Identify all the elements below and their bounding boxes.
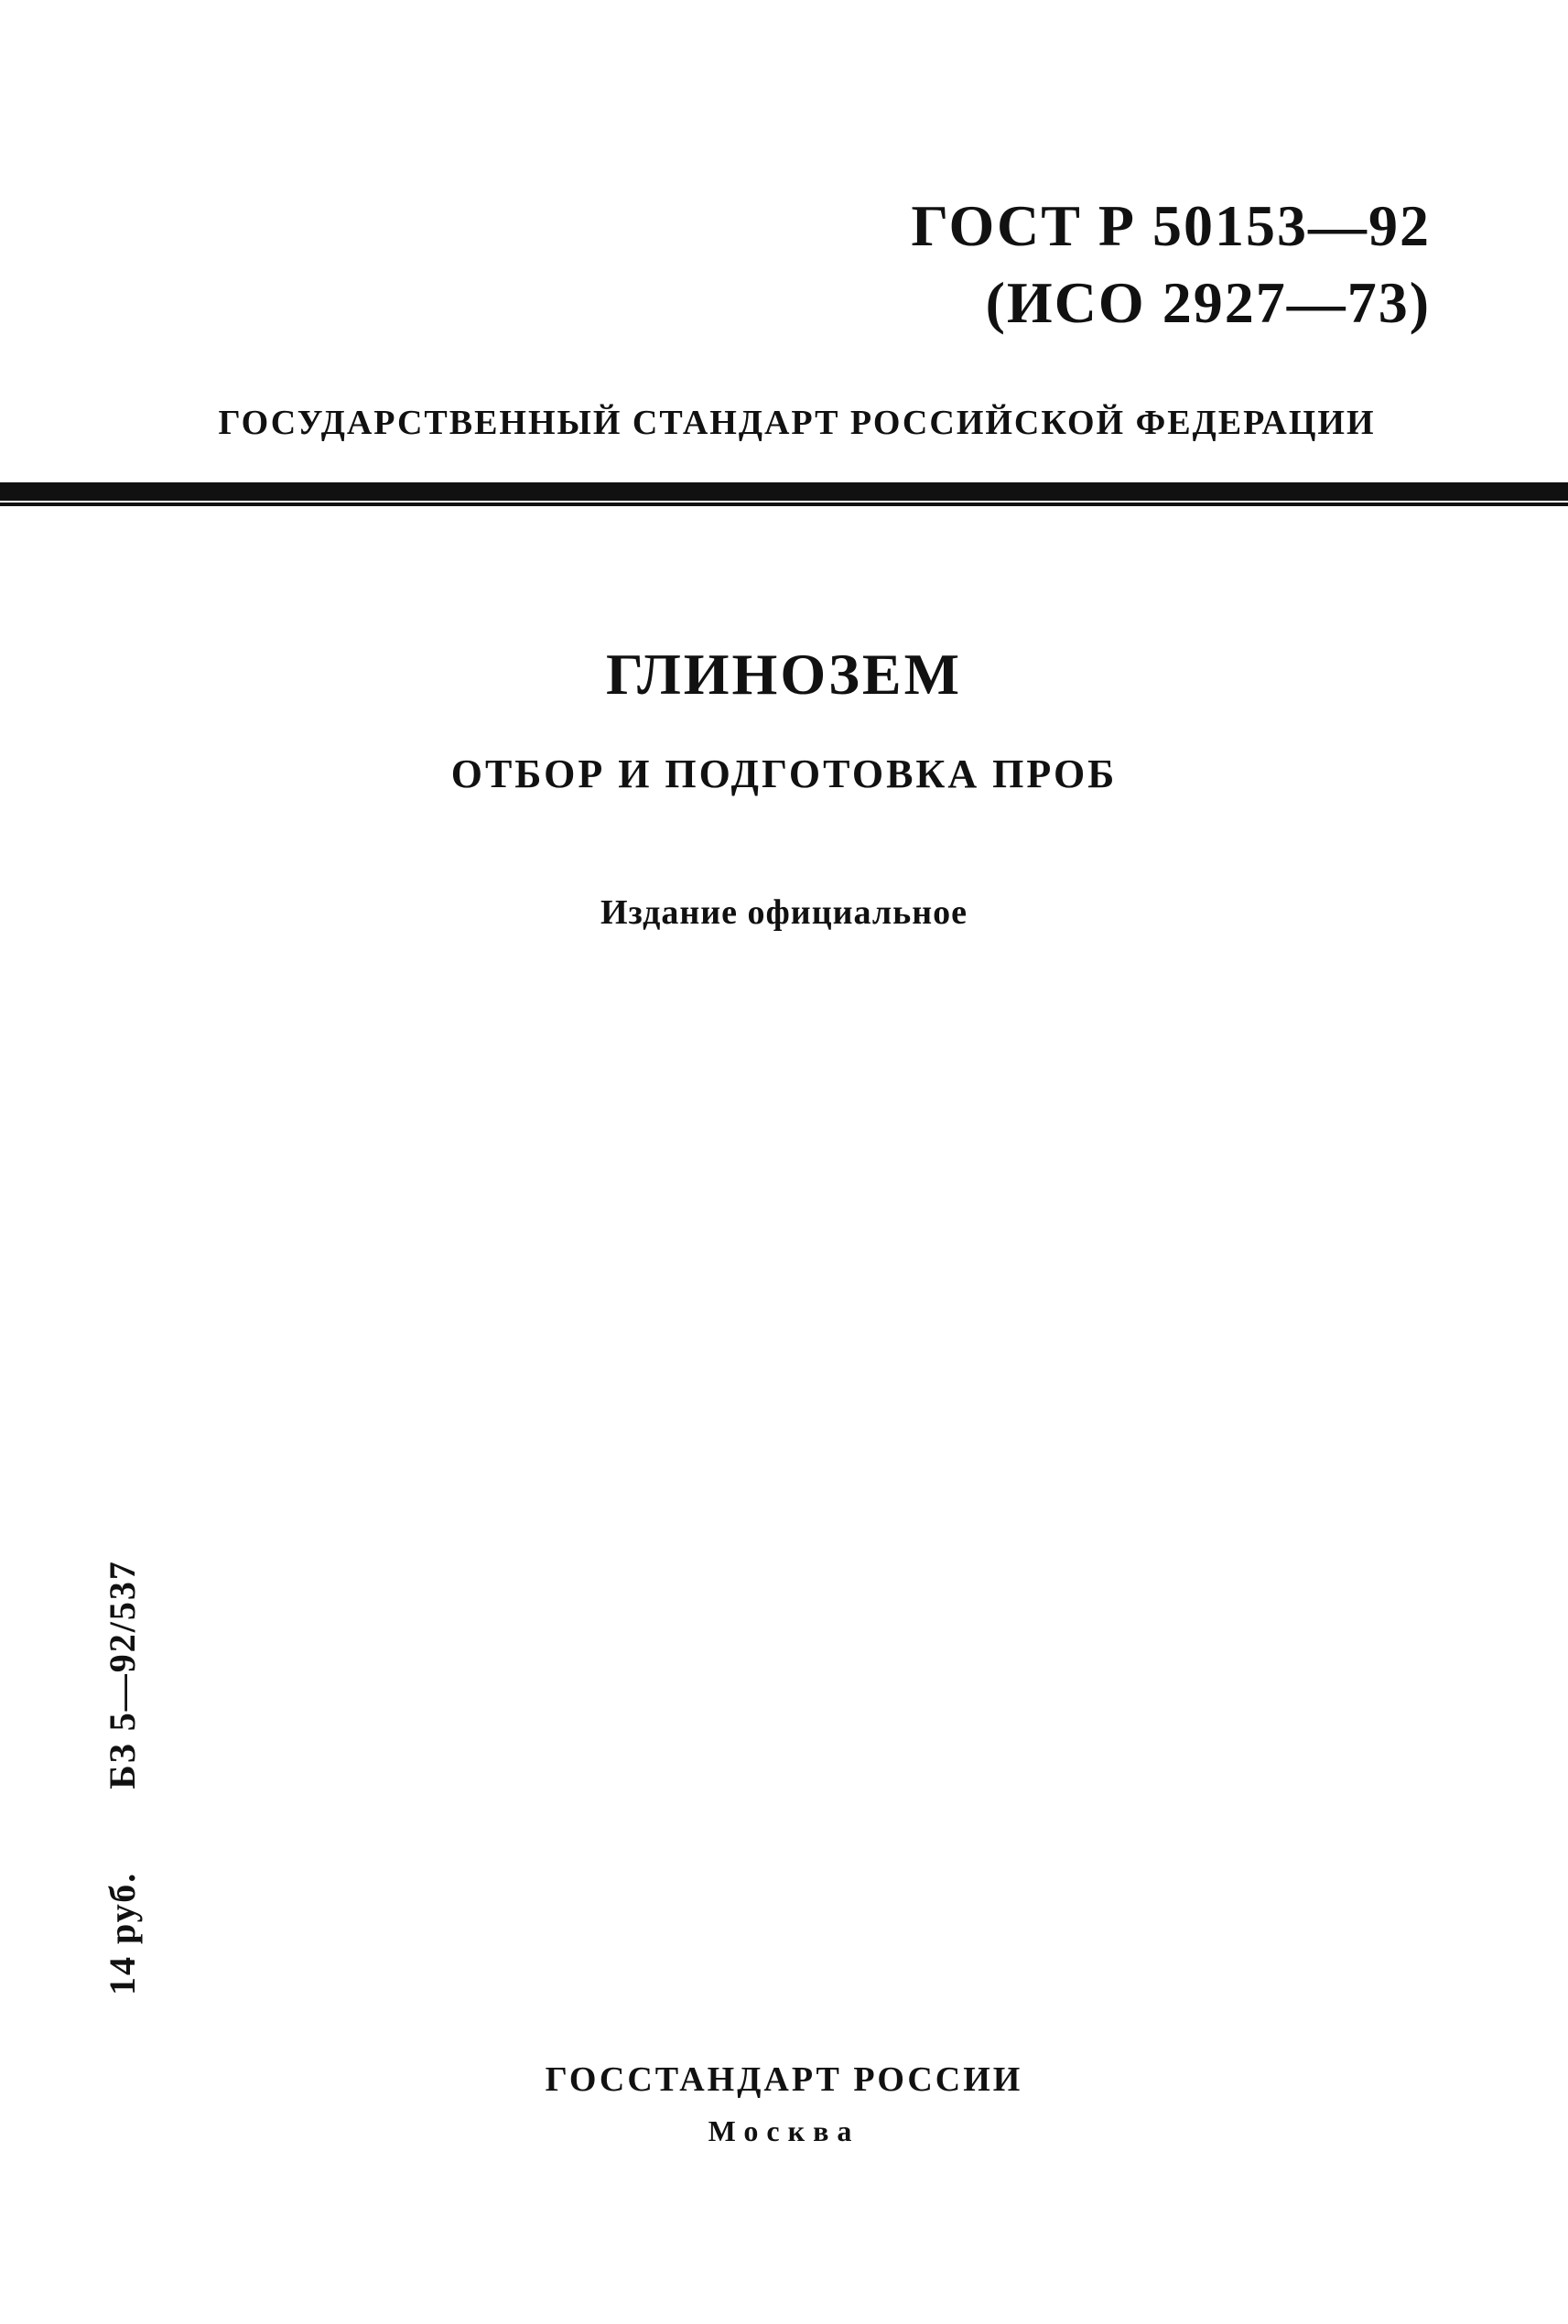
document-subtitle: ОТБОР И ПОДГОТОВКА ПРОБ — [450, 751, 1118, 796]
publisher-name: ГОССТАНДАРТ РОССИИ — [545, 2060, 1023, 2099]
state-standard-heading — [0, 403, 1568, 443]
document-title: ГЛИНОЗЕМ — [606, 642, 962, 707]
state-standard-text: ГОСУДАРСТВЕННЫЙ СТАНДАРТ РОССИЙСКОЙ ФЕДЕРАЦИИ — [218, 404, 1376, 442]
gost-number: ГОСТ Р 50153—92 — [911, 193, 1431, 258]
iso-number: (ИСО 2927—73) — [985, 270, 1431, 335]
publisher-city: Москва — [708, 2114, 860, 2147]
print-code-text: БЗ 5—92/537 — [102, 1560, 143, 1789]
edition-note: Издание официальное — [600, 893, 968, 932]
header-rule-thin — [0, 503, 1568, 506]
document-number-block — [911, 188, 1431, 341]
side-price-note — [101, 1560, 144, 1995]
price-text: 14 руб. — [102, 1871, 143, 1995]
header-rule-thick — [0, 482, 1568, 501]
